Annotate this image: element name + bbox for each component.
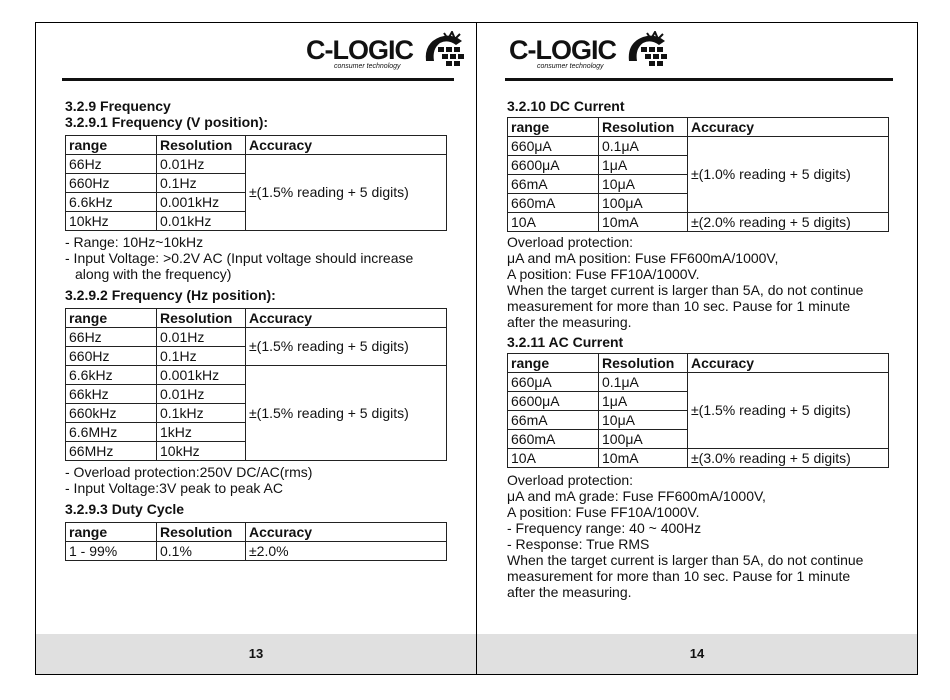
note-line: When the target current is larger than 5A, do not continue (507, 282, 864, 298)
header-range: range (508, 354, 599, 373)
ac-notes (507, 472, 909, 600)
header-accuracy: Accuracy (246, 523, 447, 542)
cell-resolution: 0.1μA (599, 137, 688, 156)
note-line: When the target current is larger than 5A, do not continue (507, 552, 864, 568)
cell-range: 6600μA (508, 156, 599, 175)
cell-accuracy: ±(2.0% reading + 5 digits) (688, 213, 889, 232)
cell-accuracy: ±(1.5% reading + 5 digits) (246, 366, 447, 461)
page-footer (36, 634, 476, 674)
cell-accuracy: ±(1.0% reading + 5 digits) (688, 137, 889, 213)
logo-tagline: consumer technology (537, 63, 604, 70)
note-line: A position: Fuse FF10A/1000V. (507, 266, 700, 282)
cell-accuracy: ±(1.5% reading + 5 digits) (246, 155, 447, 231)
cell-range: 10kHz (66, 212, 157, 231)
cell-range: 660mA (508, 194, 599, 213)
subsection-heading: 3.2.9.2 Frequency (Hz position): (65, 287, 276, 303)
cell-resolution: 10mA (599, 449, 688, 468)
note-line: after the measuring. (507, 584, 632, 600)
cell-range: 660kHz (66, 404, 157, 423)
note-line: after the measuring. (507, 314, 632, 330)
cell-resolution: 100μA (599, 194, 688, 213)
note-line: - Input Voltage:3V peak to peak AC (65, 480, 283, 496)
header-accuracy: Accuracy (246, 309, 447, 328)
cell-resolution: 0.001kHz (157, 366, 246, 385)
note-line: - Overload protection:250V DC/AC(rms) (65, 464, 313, 480)
cell-resolution: 0.1Hz (157, 347, 246, 366)
frequency-v-table (65, 135, 447, 231)
cell-range: 6.6MHz (66, 423, 157, 442)
cell-accuracy: ±(1.5% reading + 5 digits) (688, 373, 889, 449)
header-range: range (508, 118, 599, 137)
logo-swirl-icon (422, 31, 466, 71)
cell-range: 10A (508, 449, 599, 468)
left-content (65, 98, 465, 561)
cell-range: 6.6kHz (66, 366, 157, 385)
cell-resolution: 1kHz (157, 423, 246, 442)
subsection-heading: 3.2.9.1 Frequency (V position): (65, 114, 269, 130)
cell-range: 66Hz (66, 328, 157, 347)
page-14 (476, 22, 918, 675)
page-footer (477, 634, 917, 674)
header-rule (505, 78, 893, 81)
header-accuracy: Accuracy (688, 354, 889, 373)
section-heading: 3.2.11 AC Current (507, 334, 624, 350)
cell-resolution: 0.1kHz (157, 404, 246, 423)
cell-range: 10A (508, 213, 599, 232)
cell-range: 1 - 99% (66, 542, 157, 561)
page-13 (35, 22, 477, 675)
cell-accuracy: ±(1.5% reading + 5 digits) (246, 328, 447, 366)
section-heading: 3.2.9 Frequency (65, 98, 171, 114)
logo-wordmark: C-LOGIC (306, 35, 413, 65)
cell-accuracy: ±(3.0% reading + 5 digits) (688, 449, 889, 468)
cell-range: 66kHz (66, 385, 157, 404)
section-heading: 3.2.10 DC Current (507, 98, 625, 114)
cell-resolution: 0.01Hz (157, 328, 246, 347)
note-line: measurement for more than 10 sec. Pause for 1 minute (507, 568, 851, 584)
header-accuracy: Accuracy (688, 118, 889, 137)
cell-resolution: 0.1Hz (157, 174, 246, 193)
header-range: range (66, 309, 157, 328)
cell-resolution: 0.01kHz (157, 212, 246, 231)
header-resolution: Resolution (157, 523, 246, 542)
cell-range: 6600μA (508, 392, 599, 411)
cell-resolution: 0.001kHz (157, 193, 246, 212)
note-line: Overload protection: (507, 234, 634, 250)
duty-cycle-table (65, 522, 447, 561)
cell-resolution: 10kHz (157, 442, 246, 461)
cell-range: 66mA (508, 411, 599, 430)
header-resolution: Resolution (599, 118, 688, 137)
page-number: 13 (248, 646, 264, 661)
note-line: - Range: 10Hz~10kHz (65, 234, 204, 250)
cell-range: 660μA (508, 137, 599, 156)
logo-tagline: consumer technology (334, 63, 401, 70)
note-line: - Response: True RMS (507, 536, 650, 552)
cell-accuracy: ±2.0% (246, 542, 447, 561)
right-content (507, 98, 909, 600)
cell-resolution: 0.01Hz (157, 385, 246, 404)
subsection-heading: 3.2.9.3 Duty Cycle (65, 501, 185, 517)
cell-range: 6.6kHz (66, 193, 157, 212)
ac-current-table (507, 353, 889, 468)
header-range: range (66, 523, 157, 542)
note-line: along with the frequency) (75, 266, 232, 282)
brand-logo (306, 29, 466, 75)
cell-resolution: 10μA (599, 411, 688, 430)
header-range: range (66, 136, 157, 155)
cell-resolution: 1μA (599, 392, 688, 411)
header-rule (62, 78, 454, 81)
cell-resolution: 10mA (599, 213, 688, 232)
cell-resolution: 0.1μA (599, 373, 688, 392)
header-accuracy: Accuracy (246, 136, 447, 155)
logo-swirl-icon (625, 31, 669, 71)
note-line: μA and mA position: Fuse FF600mA/1000V, (507, 250, 779, 266)
cell-range: 66MHz (66, 442, 157, 461)
cell-range: 660mA (508, 430, 599, 449)
cell-range: 660μA (508, 373, 599, 392)
header-resolution: Resolution (157, 309, 246, 328)
cell-range: 660Hz (66, 174, 157, 193)
page-number: 14 (689, 646, 705, 661)
header-resolution: Resolution (157, 136, 246, 155)
cell-resolution: 1μA (599, 156, 688, 175)
cell-resolution: 100μA (599, 430, 688, 449)
cell-resolution: 0.01Hz (157, 155, 246, 174)
brand-logo (509, 29, 669, 75)
note-line: - Frequency range: 40 ~ 400Hz (507, 520, 702, 536)
note-line: μA and mA grade: Fuse FF600mA/1000V, (507, 488, 766, 504)
note-line: measurement for more than 10 sec. Pause for 1 minute (507, 298, 851, 314)
note-line: - Input Voltage: >0.2V AC (Input voltage should increase (65, 250, 414, 266)
dc-current-table (507, 117, 889, 232)
frequency-hz-table (65, 308, 447, 461)
note-line: A position: Fuse FF10A/1000V. (507, 504, 700, 520)
note-line: Overload protection: (507, 472, 634, 488)
cell-resolution: 10μA (599, 175, 688, 194)
header-resolution: Resolution (599, 354, 688, 373)
cell-range: 660Hz (66, 347, 157, 366)
dc-notes (507, 234, 909, 330)
cell-resolution: 0.1% (157, 542, 246, 561)
logo-wordmark: C-LOGIC (509, 35, 616, 65)
cell-range: 66Hz (66, 155, 157, 174)
cell-range: 66mA (508, 175, 599, 194)
